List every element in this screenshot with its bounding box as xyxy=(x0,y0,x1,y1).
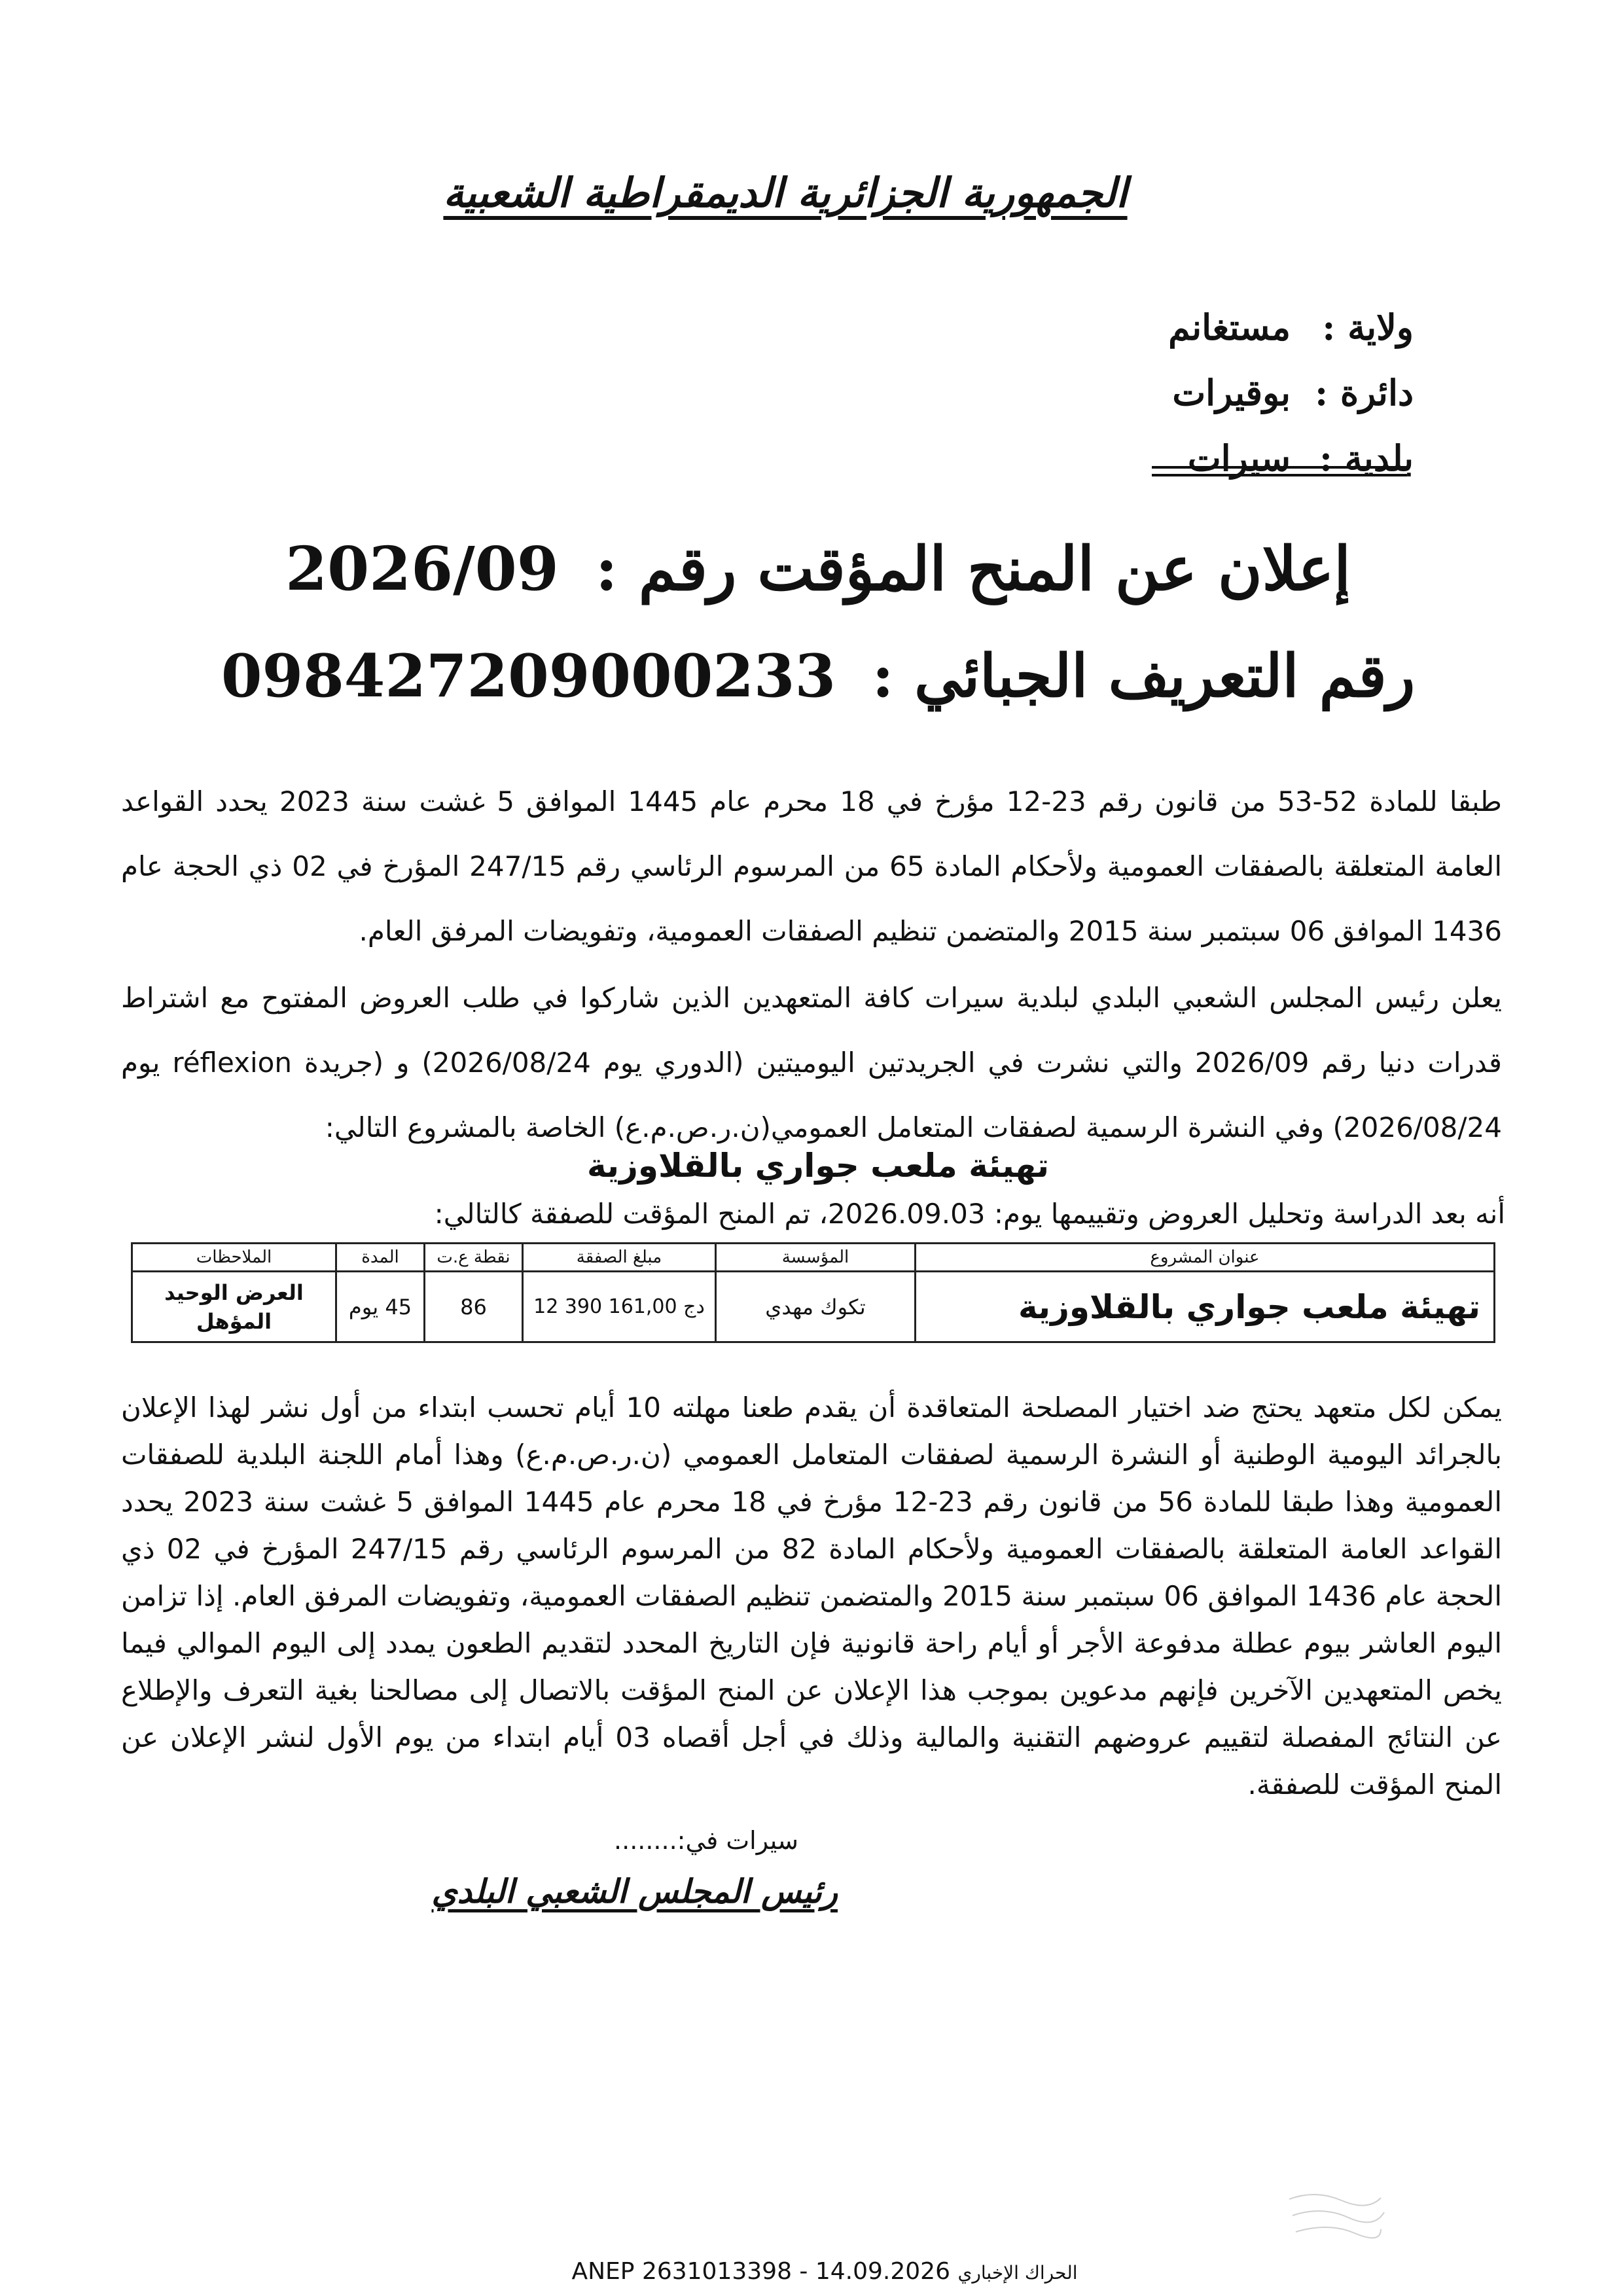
footer xyxy=(497,2258,1152,2285)
announcement-title xyxy=(196,533,1440,604)
tax-id-line xyxy=(196,641,1440,711)
faint-stamp-mark xyxy=(1283,2186,1387,2245)
footer-publisher: الحراك الإخباري xyxy=(957,2262,1078,2284)
header-score: نقطة ع.ت xyxy=(425,1244,523,1272)
republic-heading: الجمهورية الجزائرية الديمقراطية الشعبية xyxy=(443,169,1128,217)
wilaya-row xyxy=(955,295,1414,360)
project-title: تهيئة ملعب جواري بالقلاوزية xyxy=(586,1147,1050,1185)
baladia-row xyxy=(955,425,1414,491)
baladia-label: بلدية : xyxy=(1319,437,1414,479)
header-project: عنوان المشروع xyxy=(916,1244,1495,1272)
administrative-block xyxy=(955,295,1414,491)
daira-label: دائرة : xyxy=(1315,372,1414,414)
cell-amount: 12 390 161,00 دج xyxy=(523,1272,716,1342)
table-header-row xyxy=(132,1244,1495,1272)
baladia-value: سيرات xyxy=(1187,437,1291,479)
header-duration: المدة xyxy=(336,1244,425,1272)
signature-place: سيرات في:........ xyxy=(614,1826,798,1855)
announcement-paragraph: يعلن رئيس المجلس الشعبي البلدي لبلدية سيرات كافة المتعهدين الذين شاركوا في طلب العروض المفتوح مع اشتراط قدرات دنيا رقم 2026/09 والتي نشرت في الجريدتين اليوميتين (الدوري يوم 2026/08/24) و (جريدة réflexion يوم 2026/08/24) وفي النشرة الرسمية لصفقات المتعامل العمومي(ن.ر.ص.م.ع) الخاصة بالمشروع التالي: xyxy=(121,982,1503,1143)
table-row xyxy=(132,1272,1495,1342)
daira-value: بوقيرات xyxy=(1172,372,1291,414)
wilaya-label: ولاية : xyxy=(1322,306,1414,348)
appeal-paragraph: يمكن لكل متعهد يحتج ضد اختيار المصلحة المتعاقدة أن يقدم طعنا مهلته 10 أيام تحسب ابتداء من أول نشر لهذا الإعلان بالجرائد اليومية الوطنية أو النشرة الرسمية لصفقات المتعامل العمومي (ن.ر.ص.م.ع) وهذا أمام اللجنة البلدية للصفقات العمومية وهذا طبقا للمادة 56 من قانون رقم 23-12 مؤرخ في 18 محرم عام 1445 الموافق 5 غشت سنة 2023 يحدد القواعد العامة المتعلقة بالصفقات العمومية ولأحكام المادة 82 من المرسوم الرئاسي رقم 247/15 المؤرخ في 02 ذي الحجة عام 1436 الموافق 06 سبتمبر سنة 2015 والمتضمن تنظيم الصفقات العمومية، وتفويضات المرفق العام. إذا تزامن اليوم العاشر بيوم عطلة مدفوعة الأجر أو أيام راحة قانونية فإن التاريخ المحدد لتقديم الطعون يمدد إلى اليوم الموالي فيما يخص المتعهدين الآخرين فإنهم مدعوين بموجب هذا الإعلان عن المنح المؤقت بالاتصال إلى مصالحنا بغية التعرف والإطلاع عن النتائج المفصلة لتقييم عروضهم التقنية والمالية وذلك في أجل أقصاه 03 أيام ابتداء من يوم الأول لنشر الإعلان عن المنح المؤقت للصفقة. xyxy=(121,1391,1503,1801)
evaluation-intro: أنه بعد الدراسة وتحليل العروض وتقييمها يوم: 2026.09.03، تم المنح المؤقت للصفقة كالتالي: xyxy=(434,1198,1505,1230)
cell-project: تهيئة ملعب جواري بالقلاوزية xyxy=(916,1272,1495,1342)
daira-row xyxy=(955,360,1414,425)
wilaya-value: مستغانم xyxy=(1168,306,1291,348)
announcement-number: 2026/09 xyxy=(285,533,559,604)
footer-reference: ANEP 2631013398 - 14.09.2026 xyxy=(571,2258,950,2285)
signature-title: رئيس المجلس الشعبي البلدي xyxy=(431,1872,838,1910)
header-amount: مبلغ الصفقة xyxy=(523,1244,716,1272)
cell-notes: العرض الوحيد المؤهل xyxy=(132,1272,336,1342)
tax-id-number: 098427209000233 xyxy=(221,641,836,711)
cell-score: 86 xyxy=(425,1272,523,1342)
cell-duration: 45 يوم xyxy=(336,1272,425,1342)
tax-id-label: رقم التعريف الجبائي : xyxy=(872,641,1416,711)
header-notes: الملاحظات xyxy=(132,1244,336,1272)
award-table xyxy=(131,1242,1495,1343)
announcement-title-text: إعلان عن المنح المؤقت رقم : xyxy=(595,533,1351,604)
double-rule xyxy=(1152,466,1407,476)
legal-basis-paragraph: طبقا للمادة 52-53 من قانون رقم 23-12 مؤرخ في 18 محرم عام 1445 الموافق 5 غشت سنة 2023 يحدد القواعد العامة المتعلقة بالصفقات العمومية ولأحكام المادة 65 من المرسوم الرئاسي رقم 247/15 المؤرخ في 02 ذي الحجة عام 1436 الموافق 06 سبتمبر سنة 2015 والمتضمن تنظيم الصفقات العمومية، وتفويضات المرفق العام. xyxy=(121,785,1502,947)
cell-company: تكوك مهدي xyxy=(716,1272,916,1342)
header-company: المؤسسة xyxy=(716,1244,916,1272)
